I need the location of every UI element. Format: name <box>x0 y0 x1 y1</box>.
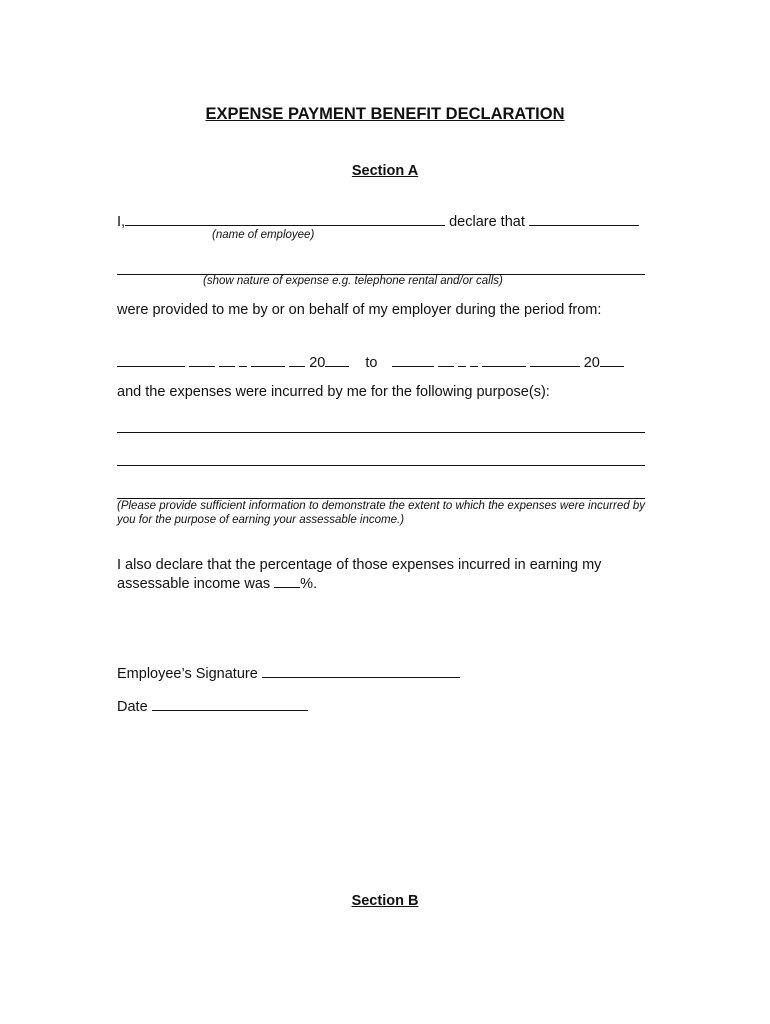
purpose-line-2[interactable] <box>117 465 645 466</box>
signature-label: Employee’s Signature <box>117 666 258 682</box>
period-row <box>117 351 624 371</box>
section-a-heading: Section A <box>351 163 419 179</box>
from-day-field[interactable] <box>117 351 185 367</box>
to-year-field[interactable] <box>600 351 624 367</box>
date-row <box>117 696 308 715</box>
purpose-statement: and the expenses were incurred by me for the following purpose(s): <box>117 384 550 400</box>
from-month-extra-field[interactable] <box>219 351 235 367</box>
declare-that-label: declare that <box>449 214 525 230</box>
to-year-prefix: 20 <box>583 355 600 371</box>
from-separator-field[interactable] <box>239 351 247 367</box>
from-year-field[interactable] <box>325 351 349 367</box>
from-year-prefix: 20 <box>309 355 326 371</box>
percentage-field[interactable] <box>274 574 300 588</box>
provided-statement: were provided to me by or on behalf of my employer during the period from: <box>117 302 602 318</box>
purpose-line-1[interactable] <box>117 432 645 433</box>
to-separator-field[interactable] <box>458 351 466 367</box>
percentage-suffix: %. <box>300 576 318 592</box>
declare-that-field[interactable] <box>529 211 639 226</box>
percentage-text: I also declare that the percentage of those expenses incurred in earning my assessable income was <box>117 557 602 592</box>
date-field[interactable] <box>152 696 308 711</box>
expense-nature-hint: (show nature of expense e.g. telephone rental and/or calls) <box>203 275 503 287</box>
employee-declaration-line <box>117 211 639 230</box>
signature-row <box>117 663 460 682</box>
from-day-extra-field[interactable] <box>251 351 285 367</box>
name-of-employee-hint: (name of employee) <box>212 229 315 241</box>
from-month-field[interactable] <box>189 351 215 367</box>
to-day-field[interactable] <box>392 351 434 367</box>
to-month-extra-field[interactable] <box>482 351 526 367</box>
percentage-statement <box>117 557 645 593</box>
period-to-label: to <box>365 355 378 371</box>
purpose-hint: (Please provide sufficient information to demonstrate the extent to which the expenses were incurred by you for the purpose of earning your assessable income.) <box>117 500 645 526</box>
section-b-heading: Section B <box>351 893 419 909</box>
employee-name-field[interactable] <box>125 211 445 226</box>
from-extra-field[interactable] <box>289 351 305 367</box>
to-month-field[interactable] <box>438 351 454 367</box>
signature-field[interactable] <box>262 663 460 678</box>
to-day-extra-field[interactable] <box>530 351 580 367</box>
date-label: Date <box>117 699 148 715</box>
document-title: EXPENSE PAYMENT BENEFIT DECLARATION <box>205 105 565 123</box>
declaration-prefix: I, <box>117 214 126 230</box>
to-separator2-field[interactable] <box>470 351 478 367</box>
